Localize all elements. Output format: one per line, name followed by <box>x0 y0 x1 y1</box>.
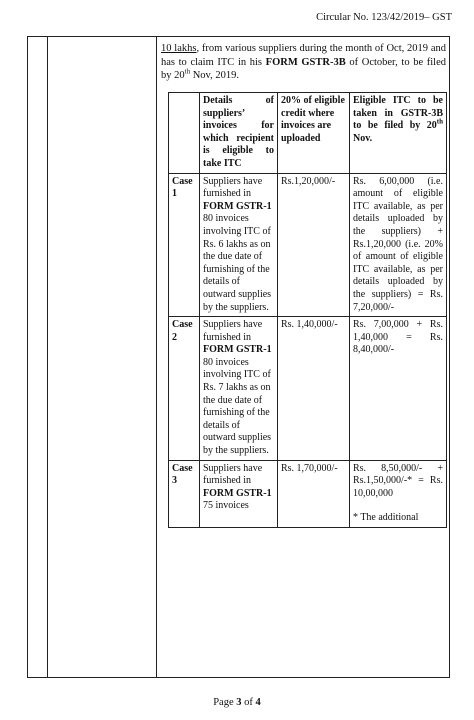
table-row <box>169 460 447 527</box>
content-frame <box>27 36 450 678</box>
itc-table <box>168 92 447 528</box>
page-footer <box>0 697 474 708</box>
invoice-details <box>200 173 278 317</box>
details-form: FORM GSTR-1 <box>203 487 272 499</box>
page-total: 4 <box>255 697 261 708</box>
details-text: 80 invoices involving ITC of Rs. 6 lakhs as on the due date of furnishing of the details of outward supplies by the suppliers. <box>203 213 272 313</box>
intro-text: , from various suppliers during the month of Oct, 2019 and has to claim ITC in his <box>161 43 446 68</box>
credit-value: Rs. 1,40,000/- <box>278 317 350 461</box>
header-details: Details of suppliers’ invoices for which recipient is eligible to take ITC <box>200 93 278 174</box>
details-text: Suppliers have furnished in <box>203 319 263 343</box>
case-label: Case 1 <box>169 173 200 317</box>
case-label: Case 2 <box>169 317 200 461</box>
header-credit: 20% of eligible credit where invoices are uploaded <box>278 93 350 174</box>
footer-text: Page <box>213 697 237 708</box>
credit-value: Rs.1,20,000/- <box>278 173 350 317</box>
intro-form: FORM GSTR-3B <box>265 56 346 68</box>
details-text: 75 invoices <box>203 500 249 512</box>
header-sup: th <box>436 117 443 126</box>
intro-amount: 10 lakhs <box>161 43 197 54</box>
footer-text: of <box>241 697 256 708</box>
intro-text: Nov, 2019. <box>190 70 239 81</box>
intro-sup: th <box>184 67 191 76</box>
case-label: Case 3 <box>169 460 200 527</box>
credit-value: Rs. 1,70,000/- <box>278 460 350 527</box>
column-divider <box>156 37 157 677</box>
invoice-details <box>200 317 278 461</box>
eligible-note: * The additional <box>353 512 419 524</box>
page-current: 3 <box>236 697 242 708</box>
circular-number: Circular No. 123/42/2019– GST <box>316 12 452 23</box>
table-row <box>169 173 447 317</box>
details-text: Suppliers have furnished in <box>203 175 263 200</box>
eligible-value: Rs. 6,00,000 (i.e. amount of eligible ITC available, as per details uploaded by the suppliers) + Rs.1,20,000 (i.e. 20% of amount of eligible ITC available, as per details uploaded by the suppliers) = Rs. 7,20,000/- <box>350 173 447 317</box>
intro-text: of October, to be filed by 20 <box>161 56 446 81</box>
eligible-text: Rs. 8,50,000/- + Rs.1,50,000/-* = Rs. 10,00,000 <box>353 462 443 499</box>
table-row <box>169 317 447 461</box>
header-blank <box>169 93 200 174</box>
eligible-value: Rs. 7,00,000 + Rs. 1,40,000 = Rs. 8,40,000/- <box>350 317 447 461</box>
eligible-value <box>350 460 447 527</box>
invoice-details <box>200 460 278 527</box>
details-text: 80 invoices involving ITC of Rs. 7 lakhs as on the due date of furnishing of the details of outward supplies by the suppliers. <box>203 356 272 457</box>
column-divider <box>47 37 48 677</box>
details-form: FORM GSTR-1 <box>203 200 272 212</box>
intro-paragraph <box>161 42 446 83</box>
details-text: Suppliers have furnished in <box>203 462 263 487</box>
header-eligible <box>350 93 447 174</box>
details-form: FORM GSTR-1 <box>203 344 272 356</box>
header-eligible-text: Eligible ITC to be taken in GSTR-3B to be filed by 20th Nov. <box>353 95 443 144</box>
table-header-row <box>169 93 447 174</box>
